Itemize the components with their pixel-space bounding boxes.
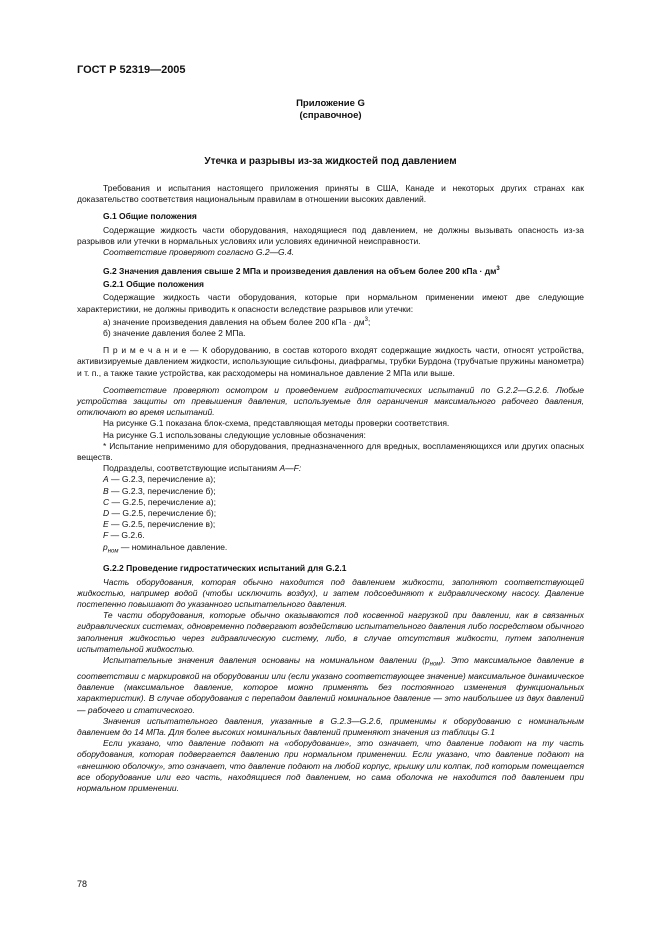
list-item-b: б) значение давления более 2 МПа. bbox=[103, 327, 246, 338]
appendix-subtitle: (справочное) bbox=[299, 110, 362, 121]
page-number: 78 bbox=[77, 879, 88, 889]
g22-paragraph-3: Испытательные значения давления основаны на номинальном давлении $(p_{ном})$. Это максимальное давление в соответствии с маркировкой на оборудовании или (если указано соответствующее значение) максимальное динамическое давление (максимальное давление, которое можно применять без постоянного изменения функциональных характеристик). В случае оборудования с перепадом давлений номинальное давление — это наибольшее из двух давлений — рабочего и статического. bbox=[77, 655, 584, 715]
g22-paragraph-2: Те части оборудования, которые обычно оказываются под косвенной нагрузкой при давлении, как в связанных гидравлических системах, одновременно подвергают воздействию испытательного давления либо посредством обычного заполнения жидкостью через гидравлическую систему, либо, в случае отсутствия жидкости, путем заполнения испытательной жидкостью. bbox=[77, 610, 584, 654]
def-pnom: $p_{ном}$ — номинальное давление. bbox=[103, 541, 228, 555]
def-f: F — G.2.6. bbox=[103, 530, 145, 541]
g22-paragraph-5: Если указано, что давление подают на «оборудование», это означает, что давление подают на ту часть оборудования, которая подвергается давлению при нормальном применении. Если указано, что давление подают на «внешнюю оболочку», это означает, что давление подают на любой корпус, крышку или колпак, под которым помещается все оборудование или его часть, находящиеся под давлением, но сама оболочка не находится под давлением при нормальном применении. bbox=[77, 738, 584, 793]
subsections-intro: Подразделы, соответствующие испытаниям A—F: bbox=[103, 463, 302, 474]
g22-paragraph-1: Часть оборудования, которая обычно находится под давлением жидкости, заполняют соответствующей жидкостью, например водой (чтобы исключить воздух), и затем подсоединяют к гидравлическому насосу. Давление постепенно повышают до указанного испытательного давления. bbox=[77, 576, 584, 610]
figure-reference: На рисунке G.1 показана блок-схема, представляющая методы проверки соответствия. bbox=[103, 418, 450, 429]
note-paragraph: П р и м е ч а н и е — К оборудованию, в состав которого входят содержащие жидкость части, относят устройства, активизируемые давлением жидкости, использующие сильфоны, диафрагмы, трубки Бурдона (трубчатые пружины манометра) и т. п., а также такие устройства, как расходомеры на номинальное давление 2 МПа или выше. bbox=[77, 345, 584, 378]
list-item-a: а) значение произведения давления на объем более 200 кПа · $дм^3$; bbox=[103, 316, 371, 327]
def-d: D — G.2.5, перечисление б); bbox=[103, 507, 217, 518]
asterisk-note: * Испытание неприменимо для оборудования, предназначенного для вредных, воспламеняющихся или других опасных веществ. bbox=[77, 440, 584, 462]
g21-paragraph: Содержащие жидкость части оборудования, которые при нормальном применении имеют две следующие характеристики, не должны приводить к опасности вследствие разрывов или утечки: bbox=[77, 292, 584, 314]
g2-heading: G.2 Значения давления свыше 2 МПа и произведения давления на объем более 200 кПа · $дм^3$ bbox=[103, 266, 500, 277]
def-e: E — G.2.5, перечисление в); bbox=[103, 519, 216, 530]
section-title: Утечка и разрывы из-за жидкостей под давлением bbox=[204, 156, 457, 167]
appendix-title: Приложение G bbox=[296, 98, 365, 109]
intro-paragraph: Требования и испытания настоящего приложения приняты в США, Канаде и некоторых других странах как доказательство соответствия национальным правилам в отношении высоких давлений. bbox=[77, 183, 584, 205]
document-body bbox=[77, 183, 584, 794]
def-c: C — G.2.5, перечисление а); bbox=[103, 496, 216, 507]
g21-heading: G.2.1 Общие положения bbox=[103, 279, 204, 290]
g21-compliance: Соответствие проверяют осмотром и проведением гидростатических испытаний по G.2.2—G.2.6. Любые устройства защиты от превышения давления, используемые для ограничения максимального рабочего давления, отключают во время испытаний. bbox=[77, 384, 584, 418]
g1-heading: G.1 Общие положения bbox=[103, 211, 197, 222]
def-b: B — G.2.3, перечисление б); bbox=[103, 485, 216, 496]
g22-heading: G.2.2 Проведение гидростатических испытаний для G.2.1 bbox=[103, 563, 347, 574]
symbols-intro: На рисунке G.1 использованы следующие условные обозначения: bbox=[103, 429, 366, 440]
def-a: A — G.2.3, перечисление а); bbox=[103, 474, 216, 485]
g1-compliance: Соответствие проверяют согласно G.2—G.4. bbox=[103, 247, 295, 258]
g1-paragraph: Содержащие жидкость части оборудования, находящиеся под давлением, не должны вызывать опасность из-за разрывов или утечки в нормальных условиях или условиях единичной неисправности. bbox=[77, 224, 584, 246]
document-code: ГОСТ Р 52319—2005 bbox=[77, 64, 186, 76]
g22-paragraph-4: Значения испытательного давления, указанные в G.2.3—G.2.6, применимы к оборудованию с номинальным давлением до 14 МПа. Для более высоких номинальных давлений применяют значения из таблицы G.1 bbox=[77, 715, 584, 737]
